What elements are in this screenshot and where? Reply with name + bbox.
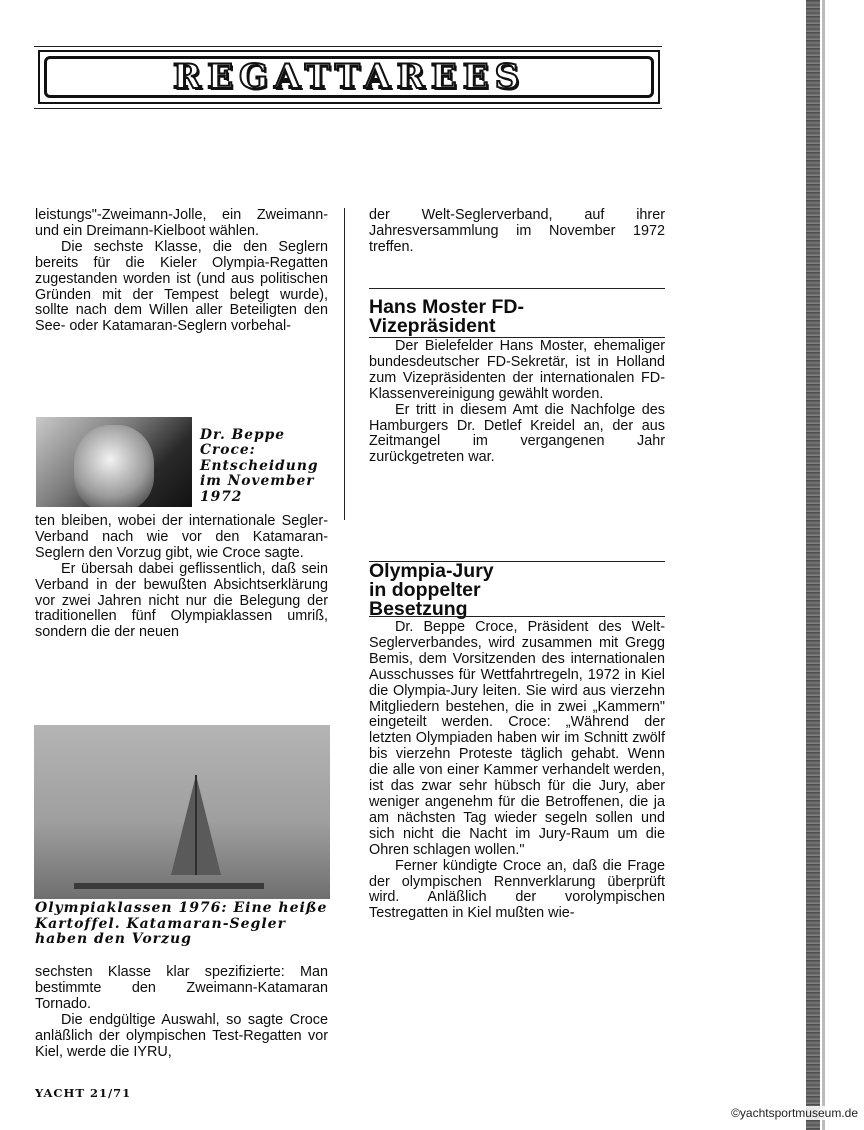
scan-edge (806, 0, 820, 1130)
top-rule (34, 46, 662, 47)
portrait-face (74, 425, 154, 507)
paragraph: ten bleiben, wobei der internationale Segler-Verband nach wie vor den Katamaran-Seglern den Vorzug gibt, wie Croce sagte. (35, 513, 328, 561)
sail-shape (166, 775, 226, 885)
article-headline-jury (369, 562, 669, 619)
paragraph: Dr. Beppe Croce, Präsident des Welt-Seglerverbandes, wird zusammen mit Gregg Bemis, dem Vorsitzenden des internationalen Ausschusses für Wettfahrtregeln, 1972 in Kiel die Olympia-Jury leiten. Sie wird aus vierzehn Mitgliedern bestehen, die in zwei „Kammern" eingeteilt werden. Croce: „Während der letzten Olympiaden haben wir im Schnitt zwölf bis vierzehn Proteste täglich gehabt. Wenn die alle von einer Kammer verhandelt werden, ist das zwar sehr hübsch für die Jury, aber weniger angenehm für die Betroffenen, die ja am nächsten Tag wieder segeln sollen und sich nicht die Nacht im Jury-Raum um die Ohren schlagen wollen." (369, 619, 665, 858)
portrait-photo (36, 417, 192, 507)
paragraph: Der Bielefelder Hans Moster, ehemaliger bundesdeutscher FD-Sekretär, ist in Holland zum Vizepräsidenten der internationalen FD-Klassenvereinigung gewählt worden. (369, 338, 665, 402)
watermark: ©yachtsportmuseum.de (731, 1106, 858, 1120)
portrait-caption: Dr. Beppe Croce: Entscheidung im November 1972 (200, 427, 319, 505)
article-body-jury (369, 620, 665, 922)
catamaran-caption: Olympiaklassen 1976: Eine heiße Kartoffel. Katamaran-Segler haben den Vorzug (35, 900, 328, 947)
article-rule (369, 288, 665, 289)
banner-title: REGATTAREES (172, 57, 526, 97)
headline-line: Vizepräsident (369, 315, 496, 337)
banner-rule (34, 108, 662, 109)
page-folio: YACHT 21/71 (35, 1086, 132, 1100)
article-rule (369, 616, 665, 617)
left-column-block-1 (35, 208, 328, 335)
paragraph: Die endgültige Auswahl, so sagte Croce anläßlich der olympischen Test-Regatten vor Kiel, werde die IYRU, (35, 1011, 328, 1060)
paragraph: leistungs"-Zweimann-Jolle, ein Zweimann-und ein Dreimann-Kielboot wählen. (35, 207, 328, 239)
catamaran-photo (34, 725, 330, 899)
paragraph: Ferner kündigte Croce an, daß die Frage der olympischen Rennverklarung überprüft wird. Anläßlich der vorolympischen Testregatten in Kiel mußten wie- (369, 857, 665, 922)
banner-frame (44, 56, 654, 98)
paragraph: sechsten Klasse klar spezifizierte: Man bestimmte den Zweimann-Katamaran Tornado. (35, 964, 328, 1012)
headline-line: Olympia-Jury (369, 560, 494, 582)
left-column-block-2 (35, 514, 328, 641)
right-column-intro (369, 208, 665, 256)
headline-line: in doppelter (369, 579, 481, 601)
scan-edge-shadow (822, 0, 825, 1130)
paragraph: Er übersah dabei geflissentlich, daß sein Verband in der bewußten Absichtserklärung vor zwei Jahren nicht nur die Belegung der traditionellen fünf Olympiaklassen umriß, sondern die der neuen (35, 560, 328, 641)
paragraph: Er tritt in diesem Amt die Nachfolge des Hamburgers Dr. Detlef Kreidel an, der aus Zeitmangel im vergangenen Jahr zurückgetreten war. (369, 401, 665, 466)
article-body-moster (369, 339, 665, 466)
headline-line: Besetzung (369, 598, 468, 620)
hull-shape (74, 883, 264, 889)
left-column-block-3 (35, 965, 328, 1060)
headline-line: Hans Moster FD- (369, 296, 524, 318)
column-divider (344, 208, 345, 520)
article-headline-moster (369, 298, 669, 336)
paragraph: der Welt-Seglerverband, auf ihrer Jahresversammlung im November 1972 treffen. (369, 207, 665, 255)
section-banner (38, 50, 660, 104)
paragraph: Die sechste Klasse, die den Seglern bereits für die Kieler Olympia-Regatten zugestanden worden ist (und aus politischen Gründen mit der Tempest belegt wurde), sollte nach dem Willen aller Beteiligten den See- oder Katamaran-Seglern vorbehal- (35, 238, 328, 335)
